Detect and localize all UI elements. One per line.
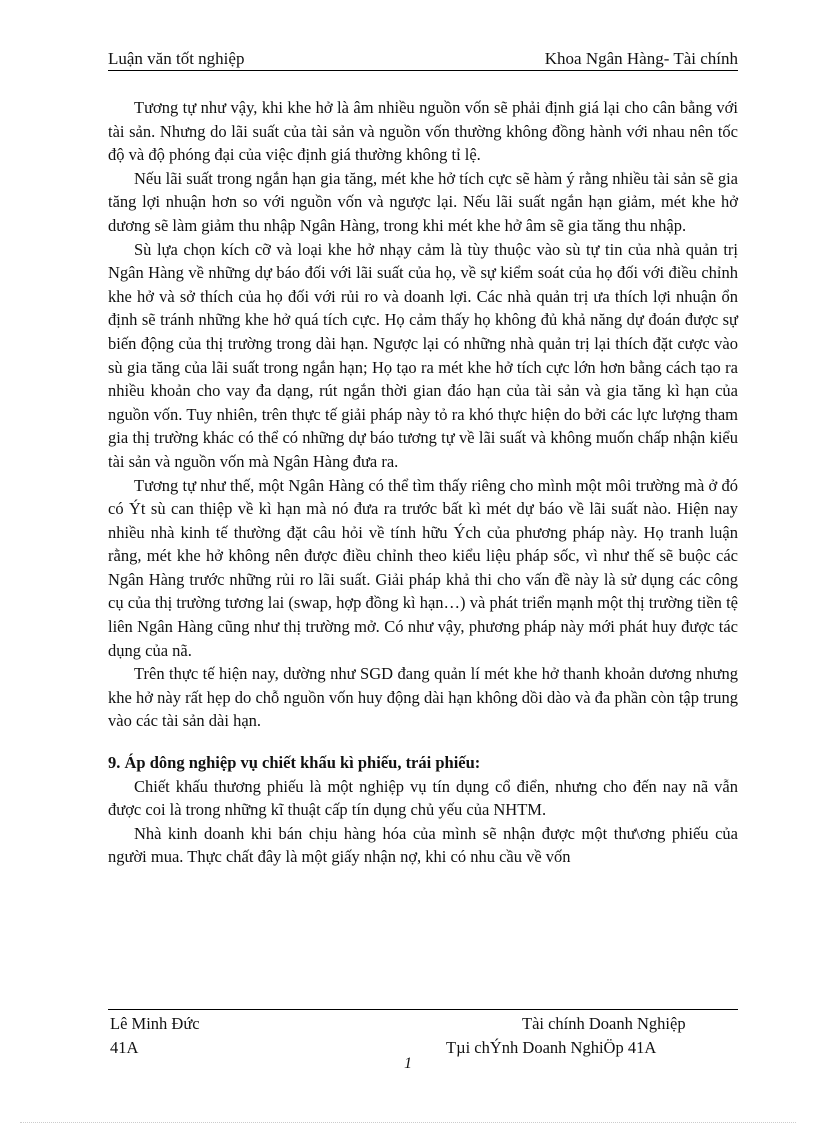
header-thesis-label: Luận văn tốt nghiệp <box>108 49 245 68</box>
section-heading: 9. Áp dông nghiệp vụ chiết khấu kì phiếu, trái phiếu: <box>108 753 481 773</box>
document-body <box>108 96 738 869</box>
paragraph: Nếu lãi suất trong ngắn hạn gia tăng, mét khe hở tích cực sẽ hàm ý rằng nhiều tài sản sẽ gia tăng lợi nhuận hơn so với nguồn vốn và ngược lại. Nếu lãi suất ngắn hạn giảm, mét khe hở dương sẽ làm giảm thu nhập Ngân Hàng, trong khi mét khe hở âm sẽ gia tăng thu nhập. <box>108 168 738 235</box>
header-faculty-label: Khoa Ngân Hàng- Tài chính <box>544 49 738 68</box>
footer-divider <box>108 1009 738 1010</box>
footer-class-garbled: Tµi chÝnh Doanh NghiÖp 41A <box>446 1038 657 1057</box>
page-header <box>108 48 738 71</box>
paragraph: Chiết khấu thương phiếu là một nghiệp vụ tín dụng cổ điển, nhưng cho đến nay nã vẫn được coi là trong những kĩ thuật cấp tín dụng chủ yếu của NHTM. <box>108 776 738 820</box>
paragraph: Tương tự như vậy, khi khe hở là âm nhiều nguồn vốn sẽ phải định giá lại cho cân bằng với tài sản. Nhưng do lãi suất của tài sản và nguồn vốn thường không đồng hành với nhau nên tốc độ và độ phóng đại của việc định giá thường không tỉ lệ. <box>108 98 738 165</box>
paragraph: Tương tự như thế, một Ngân Hàng có thể tìm thấy riêng cho mình một môi trường mà ở đó có Ýt sù can thiệp về kì hạn mà nó đưa ra trước bất kì mét dự báo về lãi suất nào. Hiện nay nhiều nhà kinh tế thường đặt câu hỏi về tính hữu Ých của phương pháp này. Họ tranh luận rằng, mét khe hở không nên được điều chỉnh theo kiểu liệu pháp sốc, vì như thế sẽ buộc các Ngân Hàng trước những rủi ro lãi suất. Giải pháp khả thi cho vấn đề này là sử dụng các công cụ của thị trường tương lai (swap, hợp đồng kì hạn…) và phát triển mạnh một thị trường tiền tệ liên Ngân Hàng cũng như thị trường mở. Có như vậy, phương pháp này mới phát huy được tác dụng của nã. <box>108 475 738 660</box>
footer-author: Lê Minh Đức <box>110 1014 200 1033</box>
footer-class: 41A <box>110 1038 139 1057</box>
paragraph: Sù lựa chọn kích cỡ và loại khe hở nhạy cảm là tùy thuộc vào sù tự tin của nhà quản trị Ngân Hàng về những dự báo đối với lãi suất của họ, về sự kiểm soát của họ đối với điều chỉnh khe hở và sở thích của họ đối với rủi ro và doanh lợi. Các nhà quản trị ưa thích lợi nhuận ổn định sẽ tránh những khe hở quá tích cực. Họ cảm thấy họ không đủ khả năng dự đoán được sự biến động của thị trường trong dài hạn. Ngược lại có những nhà quản trị lại thích đặt cược vào sù gia tăng của lãi suất trong ngắn hạn; Họ tạo ra mét khe hở tích cực lớn hơn bằng cách tạo ra nhiều khoản cho vay đa dạng, rút ngắn thời gian đáo hạn của tài sản và gia tăng kì hạn của nguồn vốn. Tuy nhiên, trên thực tế giải pháp này tỏ ra khó thực hiện do bởi các lực lượng tham gia thị trường khác có thể có những dự báo tương tự về lãi suất và không muốn chấp nhận kiểu tài sản và nguồn vốn mà Ngân Hàng đưa ra. <box>108 239 738 471</box>
page-footer <box>110 1012 738 1060</box>
page-number: 1 <box>404 1055 412 1072</box>
paragraph: Trên thực tế hiện nay, dường như SGD đang quản lí mét khe hở thanh khoản dương nhưng khe hở này rất hẹp do chỗ nguồn vốn huy động dài hạn không dồi dào và đa phần còn tập trung vào các tài sản dài hạn. <box>108 664 738 731</box>
footer-field: Tài chính Doanh Nghiệp <box>522 1014 686 1033</box>
paragraph: Nhà kinh doanh khi bán chịu hàng hóa của mình sẽ nhận được một thư\ơng phiếu của người mua. Thực chất đây là một giấy nhận nợ, khi có nhu cầu về vốn <box>108 823 738 867</box>
